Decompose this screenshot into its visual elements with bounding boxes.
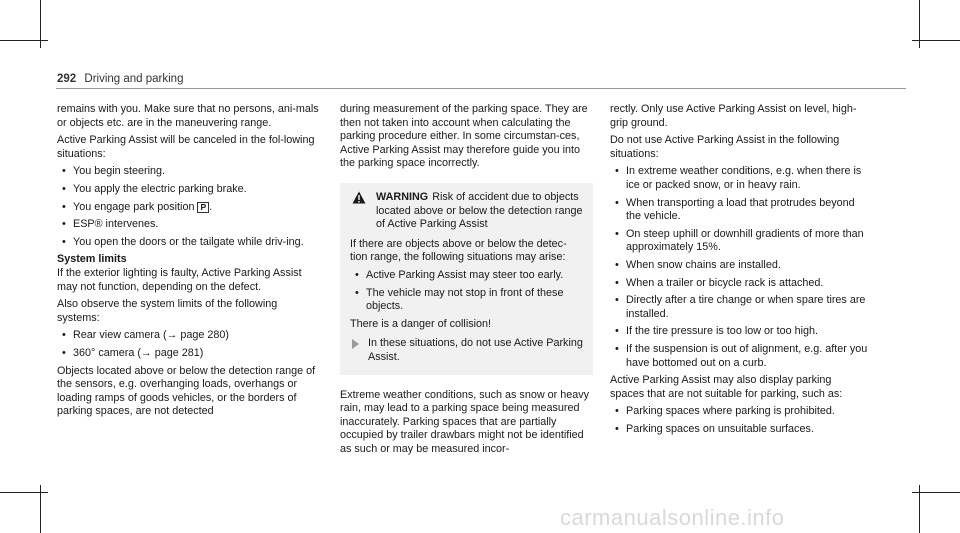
warning-title: WARNING: [376, 190, 429, 203]
warning-box: [340, 183, 593, 375]
watermark: carmanualsonline.info: [560, 505, 785, 530]
paragraph: Extreme weather conditions, such as snow or heavy rain, may lead to a parking space being measured inaccurately. Parking spaces that are partially occupied by trailer drawbars might not be identified as such or may be measured incor-: [340, 388, 590, 455]
crop-mark: [0, 492, 48, 493]
unsuitable-spaces-list: [610, 405, 868, 436]
list-item: • When snow chains are installed.: [610, 259, 868, 273]
warning-list: [350, 269, 583, 314]
paragraph: rectly. Only use Active Parking Assist on level, high-grip ground.: [610, 103, 857, 129]
section-heading: System limits: [57, 253, 127, 266]
list-item: • Parking spaces on unsuitable surfaces.: [610, 423, 868, 437]
paragraph: during measurement of the parking space. They are then not taken into account when calculating the parking procedure either. In some circumstan-ces, Active Parking Assist may therefore guide you into the parking space incorrectly.: [340, 103, 588, 170]
paragraph: Active Parking Assist will be canceled in the fol-lowing situations:: [57, 134, 315, 160]
warning-header: [350, 191, 583, 232]
do-not-use-list: [610, 165, 868, 370]
crop-mark: [0, 40, 48, 41]
list-item: • When transporting a load that protrudes beyond the vehicle.: [610, 197, 868, 224]
paragraph: There is a danger of collision!: [350, 317, 492, 330]
list-item: • You apply the electric parking brake.: [57, 183, 319, 197]
list-item: • If the suspension is out of alignment, e.g. after you have bottomed out on a curb.: [610, 343, 868, 370]
cancel-list: [57, 165, 319, 249]
column-1: [57, 103, 319, 423]
warning-triangle-icon: [352, 191, 366, 204]
paragraph: If there are objects above or below the detec-tion range, the following situations may arise:: [350, 237, 567, 264]
header-divider: [56, 88, 906, 89]
page-header: [57, 73, 183, 85]
paragraph: If the exterior lighting is faulty, Active Parking Assist may not function, depending on the defect.: [57, 266, 302, 293]
crop-mark: [912, 492, 960, 493]
list-item: • On steep uphill or downhill gradients of more than approximately 15%.: [610, 228, 868, 255]
column-2: [340, 103, 593, 460]
page-reference-link[interactable]: • 360° camera (→ page 281): [57, 347, 319, 361]
list-item: • If the tire pressure is too low or too high.: [610, 325, 868, 339]
paragraph: Do not use Active Parking Assist in the following situations:: [610, 134, 840, 160]
warning-text: Risk of accident due to objects located above or below the detection range of Active Parking Assist: [376, 190, 583, 231]
page-number: 292: [57, 73, 77, 85]
list-item: • Directly after a tire change or when spare tires are installed.: [610, 294, 868, 321]
list-item-text: You engage park position: [73, 200, 195, 213]
list-item: • You open the doors or the tailgate while driv-ing.: [57, 236, 319, 250]
list-item: • You begin steering.: [57, 165, 319, 179]
paragraph: Active Parking Assist may also display parking spaces that are not suitable for parking, such as:: [610, 374, 843, 400]
paragraph: Objects located above or below the detection range of the sensors, e.g. overhanging loads, overhangs or loading ramps of goods vehicles, or the borders of parking spaces, are not detected: [57, 364, 316, 418]
paragraph: remains with you. Make sure that no persons, ani-mals or objects etc. are in the maneuvering range.: [57, 103, 319, 129]
section-title: Driving and parking: [84, 73, 184, 85]
page-reference-link[interactable]: • Rear view camera (→ page 280): [57, 329, 319, 343]
reference-list: [57, 329, 319, 360]
list-item: • You engage park position P .: [57, 201, 319, 215]
list-item: • ESP® intervenes.: [57, 218, 319, 232]
action-step: [350, 337, 583, 364]
crop-mark: [912, 40, 960, 41]
park-position-icon: P: [197, 202, 209, 213]
column-3: [610, 103, 868, 440]
paragraph: Also observe the system limits of the following systems:: [57, 298, 278, 324]
action-arrow-icon: [352, 339, 359, 349]
list-item: • Parking spaces where parking is prohibited.: [610, 405, 868, 419]
list-item: • In extreme weather conditions, e.g. when there is ice or packed snow, or in heavy rain.: [610, 165, 868, 192]
list-item: • When a trailer or bicycle rack is attached.: [610, 277, 868, 291]
list-item: • Active Parking Assist may steer too early.: [350, 269, 583, 283]
list-item: • The vehicle may not stop in front of these objects.: [350, 287, 583, 314]
action-text: In these situations, do not use Active Parking Assist.: [368, 337, 583, 363]
